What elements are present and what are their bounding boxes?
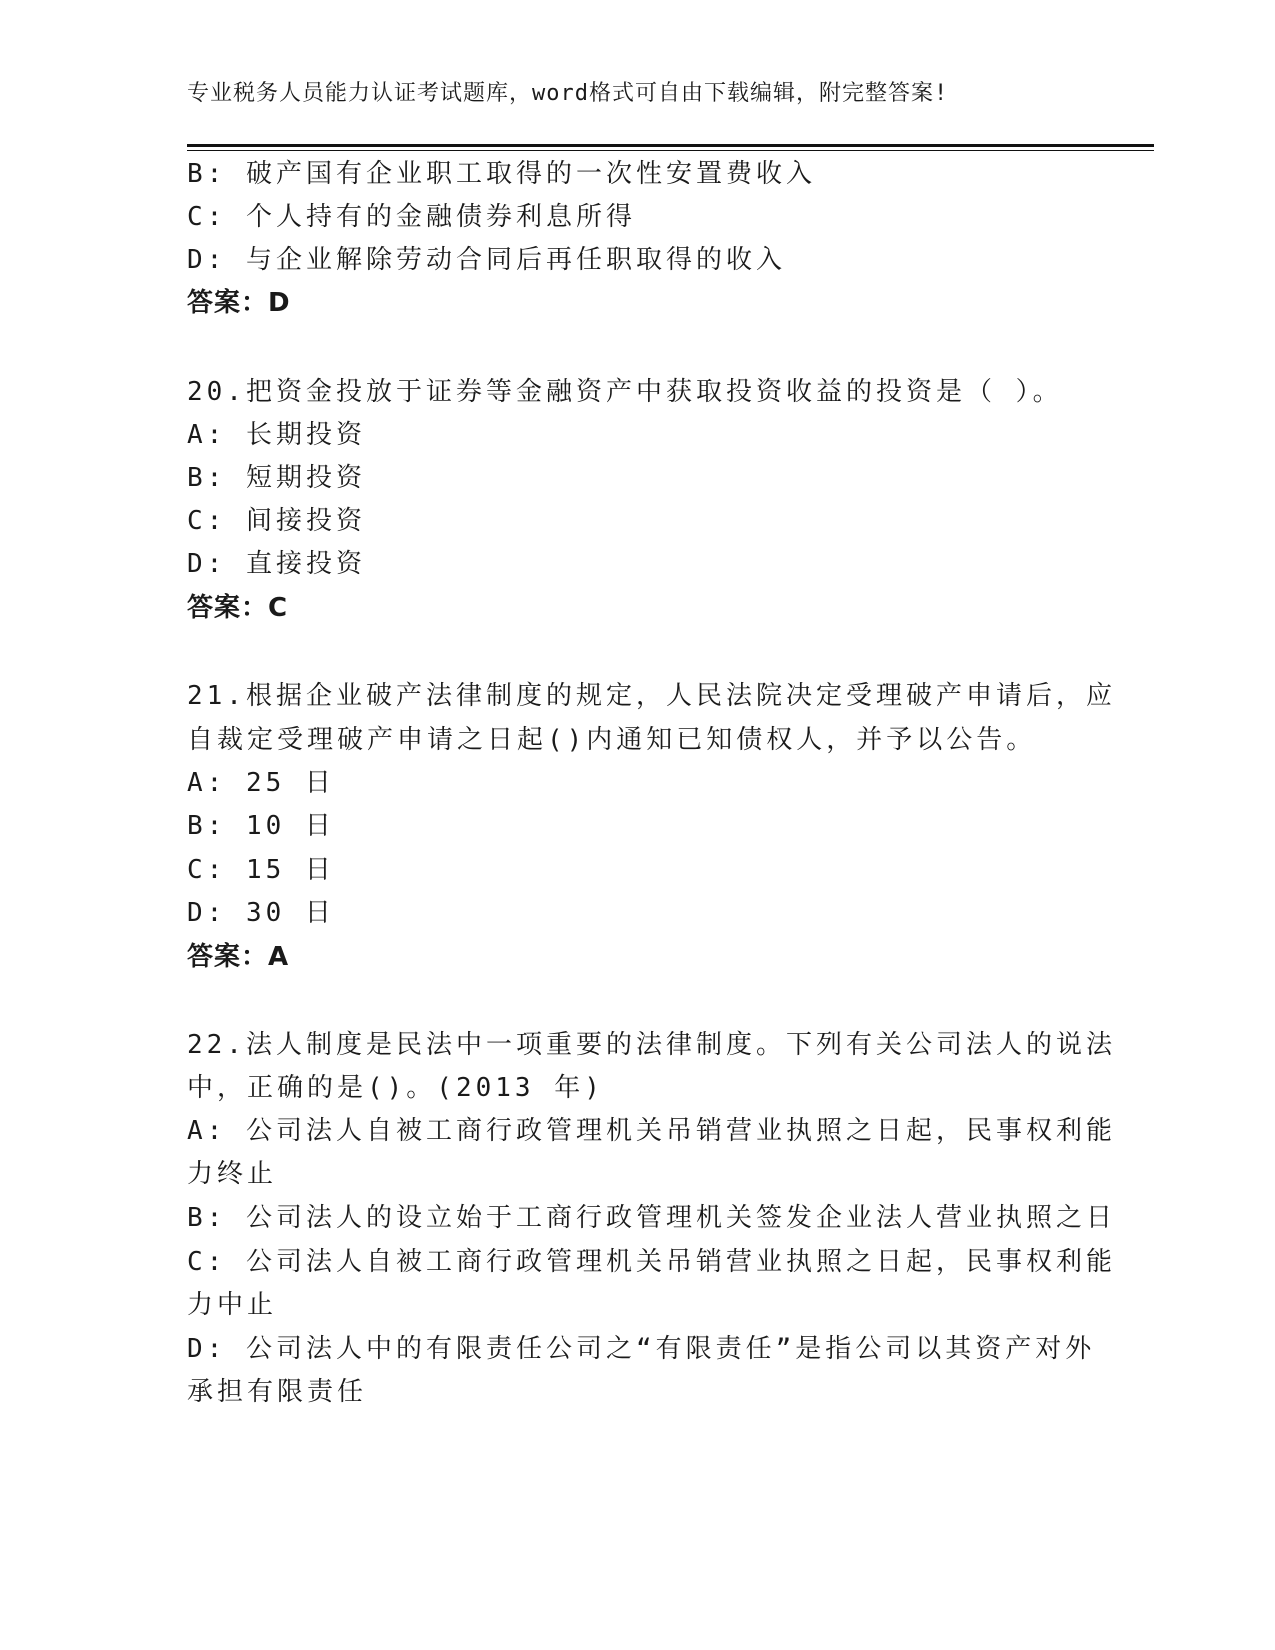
q20-option-a: A: 长期投资 [187, 420, 366, 450]
q21-option-a: A: 25 日 [187, 768, 335, 798]
q22-option-c-line2: 力中止 [187, 1290, 278, 1320]
header-rule-thin [187, 150, 1154, 151]
header-rule-thick [187, 144, 1154, 147]
q22-option-b: B: 公司法人的设立始于工商行政管理机关签发企业法人营业执照之日 [187, 1203, 1116, 1233]
q20-answer: 答案：C [187, 593, 289, 623]
q20-option-b: B: 短期投资 [187, 463, 366, 493]
q19-option-b: B: 破产国有企业职工取得的一次性安置费收入 [187, 159, 816, 189]
q22-stem-line1: 22.法人制度是民法中一项重要的法律制度。下列有关公司法人的说法 [187, 1030, 1116, 1060]
q21-answer: 答案：A [187, 942, 290, 972]
q21-option-d: D: 30 日 [187, 898, 335, 928]
q19-option-d: D: 与企业解除劳动合同后再任职取得的收入 [187, 245, 786, 275]
q19-option-c: C: 个人持有的金融债券利息所得 [187, 202, 636, 232]
q20-stem: 20.把资金投放于证券等金融资产中获取投资收益的投资是（ ）。 [187, 377, 1063, 407]
q21-option-c: C: 15 日 [187, 855, 335, 885]
q21-stem-line2: 自裁定受理破产申请之日起()内通知已知债权人，并予以公告。 [187, 725, 1037, 755]
q21-stem-line1: 21.根据企业破产法律制度的规定，人民法院决定受理破产申请后，应 [187, 681, 1116, 711]
q20-option-d: D: 直接投资 [187, 549, 366, 579]
q19-answer: 答案：D [187, 288, 291, 318]
page-header: 专业税务人员能力认证考试题库，word格式可自由下载编辑，附完整答案! [187, 81, 949, 106]
q22-option-c-line1: C: 公司法人自被工商行政管理机关吊销营业执照之日起，民事权利能 [187, 1247, 1116, 1277]
q21-option-b: B: 10 日 [187, 811, 335, 841]
q22-option-d-line2: 承担有限责任 [187, 1377, 368, 1407]
q20-option-c: C: 间接投资 [187, 506, 366, 536]
q22-option-a-line1: A: 公司法人自被工商行政管理机关吊销营业执照之日起，民事权利能 [187, 1116, 1116, 1146]
q22-option-d-line1: D: 公司法人中的有限责任公司之“有限责任”是指公司以其资产对外 [187, 1334, 1096, 1364]
q22-option-a-line2: 力终止 [187, 1159, 278, 1189]
q22-stem-line2: 中，正确的是()。(2013 年) [187, 1073, 604, 1103]
